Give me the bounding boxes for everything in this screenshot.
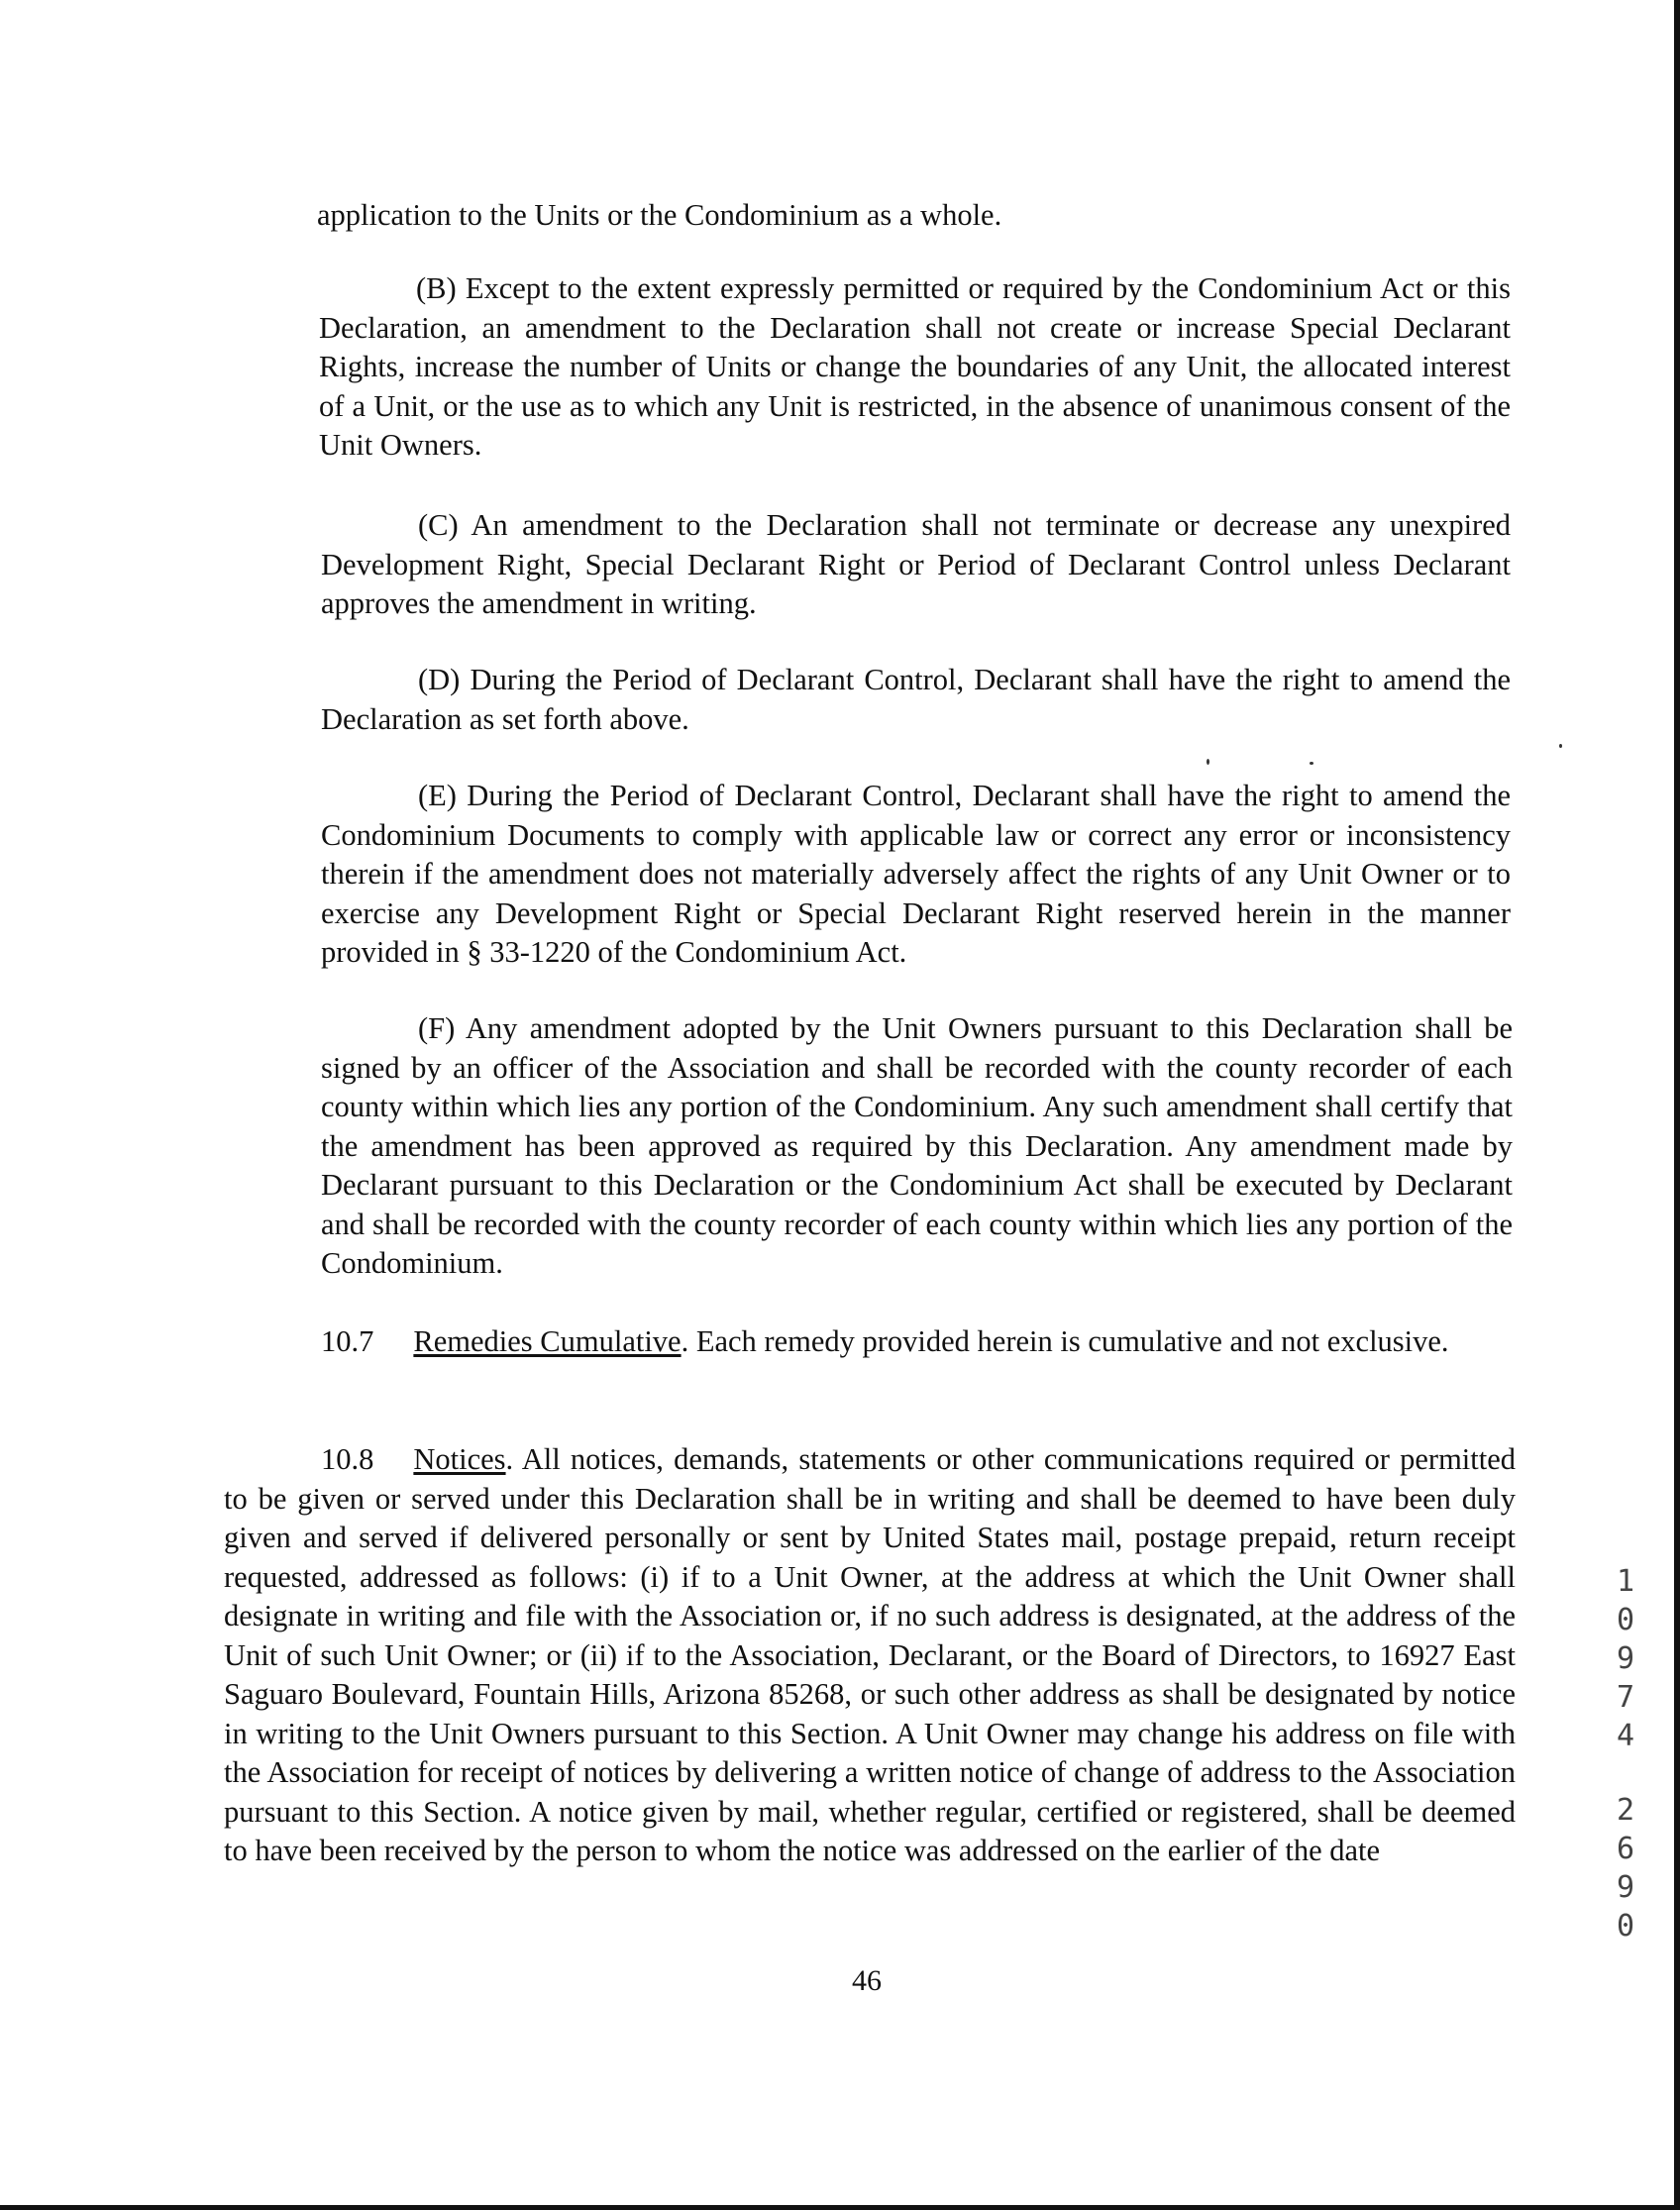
section-10-7 (224, 1322, 1516, 1362)
section-10-8-number: 10.8 (321, 1442, 374, 1476)
section-10-7-heading: Remedies Cumulative (413, 1324, 682, 1358)
stamp-digit: 7 (1616, 1680, 1635, 1715)
section-10-8-heading: Notices (413, 1442, 506, 1476)
intro-paragraph: application to the Units or the Condominium as a whole. (317, 198, 1002, 232)
paragraph-f: (F) Any amendment adopted by the Unit Owners pursuant to this Declaration shall be signed by an officer of the Association and shall be recorded with the county recorder of each county within which lies any portion of the Condominium. Any such amendment shall certify that the amendment has been approved as required by this Declaration. Any amendment made by Declarant pursuant to this Declaration or the Condominium Act shall be executed by Declarant and shall be recorded with the county recorder of each county within which lies any portion of the Condominium. (321, 1011, 1513, 1280)
paragraph-d: (D) During the Period of Declarant Control, Declarant shall have the right to amend the Declaration as set forth above. (321, 663, 1511, 736)
paragraph-b: (B) Except to the extent expressly permitted or required by the Condominium Act or this Declaration, an amendment to the Declaration shall not create or increase Special Declarant Rights, increase the number of Units or change the boundaries of any Unit, the allocated interest of a Unit, or the use as to which any Unit is restricted, in the absence of unanimous consent of the Unit Owners. (319, 271, 1511, 462)
scan-speck (1559, 744, 1562, 748)
paragraph-e: (E) During the Period of Declarant Control, Declarant shall have the right to amend the Condominium Documents to comply with applicable law or correct any error or inconsistency therein if the amendment does not materially adversely affect the rights of any Unit Owner or to exercise any Development Right or Special Declarant Right reserved herein in the manner provided in § 33-1220 of the Condominium Act. (321, 779, 1511, 969)
section-10-8-body: . All notices, demands, statements or other communications required or permitted to be given or served under this Declaration shall be in writing and shall be deemed to have been duly given and served if delivered personally or sent by United States mail, postage prepaid, return receipt requested, addressed as follows: (i) if to a Unit Owner, at the address at which the Unit Owner shall designate in writing and file with the Association or, if no such address is designated, at the address of the Unit of such Unit Owner; or (ii) if to the Association, Declarant, or the Board of Directors, to 16927 East Saguaro Boulevard, Fountain Hills, Arizona 85268, or such other address as shall be designated by notice in writing to the Unit Owners pursuant to this Section. A Unit Owner may change his address on file with the Association for receipt of notices by delivering a written notice of change of address to the Association pursuant to this Section. A notice given by mail, whether regular, certified or registered, shall be deemed to have been received by the person to whom the notice was addressed on the earlier of the date (224, 1442, 1516, 1867)
section-10-8 (224, 1440, 1516, 1871)
page-number: 46 (852, 1964, 882, 1997)
stamp-digit: 9 (1616, 1641, 1635, 1676)
paragraph-c: (C) An amendment to the Declaration shall not terminate or decrease any unexpired Development Right, Special Declarant Right or Period of Declarant Control unless Declarant approves the amendment in writing. (321, 508, 1511, 620)
scan-speck (1310, 762, 1313, 765)
recording-number-stamp (1611, 1562, 1640, 1946)
stamp-digit: 9 (1616, 1870, 1635, 1905)
stamp-digit: 2 (1616, 1793, 1635, 1828)
stamp-digit: 6 (1616, 1832, 1635, 1866)
stamp-digit: 1 (1616, 1564, 1635, 1599)
scan-speck (1207, 759, 1209, 765)
stamp-digit: 0 (1616, 1909, 1635, 1944)
stamp-gap (1611, 1755, 1640, 1791)
stamp-digit: 0 (1616, 1603, 1635, 1637)
section-10-7-body: . Each remedy provided herein is cumulative and not exclusive. (681, 1324, 1449, 1358)
section-10-7-number: 10.7 (321, 1324, 374, 1358)
stamp-digit: 4 (1616, 1719, 1635, 1753)
